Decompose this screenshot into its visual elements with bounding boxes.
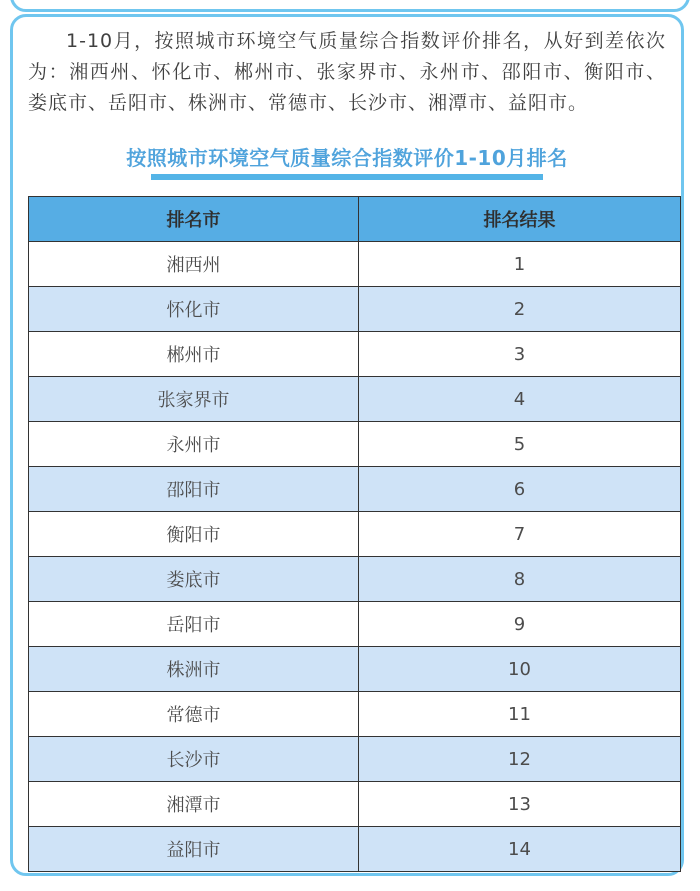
city-cell: 永州市 [29, 422, 359, 467]
rank-cell: 8 [359, 557, 681, 602]
city-cell: 株洲市 [29, 647, 359, 692]
table-row [29, 287, 681, 332]
ranking-table [28, 196, 681, 872]
city-cell: 郴州市 [29, 332, 359, 377]
city-cell: 湘潭市 [29, 782, 359, 827]
city-cell: 岳阳市 [29, 602, 359, 647]
table-row [29, 827, 681, 872]
rank-cell: 11 [359, 692, 681, 737]
rank-cell: 10 [359, 647, 681, 692]
rank-cell: 7 [359, 512, 681, 557]
table-body [29, 242, 681, 872]
table-row [29, 422, 681, 467]
rank-cell: 2 [359, 287, 681, 332]
city-cell: 怀化市 [29, 287, 359, 332]
city-cell: 张家界市 [29, 377, 359, 422]
article-card [10, 14, 684, 876]
city-cell: 常德市 [29, 692, 359, 737]
article-paragraph: 1-10月，按照城市环境空气质量综合指数评价排名，从好到差依次为：湘西州、怀化市、郴州市、张家界市、永州市、邵阳市、衡阳市、娄底市、岳阳市、株洲市、常德市、长沙市、湘潭市、益阳市。 [28, 30, 666, 114]
table-row [29, 692, 681, 737]
table-row [29, 602, 681, 647]
rank-cell: 5 [359, 422, 681, 467]
city-cell: 邵阳市 [29, 467, 359, 512]
table-row [29, 467, 681, 512]
rank-cell: 12 [359, 737, 681, 782]
city-cell: 益阳市 [29, 827, 359, 872]
rank-cell: 4 [359, 377, 681, 422]
table-row [29, 737, 681, 782]
title-underline [151, 174, 543, 180]
table-row [29, 647, 681, 692]
rank-cell: 14 [359, 827, 681, 872]
rank-cell: 9 [359, 602, 681, 647]
rank-cell: 1 [359, 242, 681, 287]
table-row [29, 512, 681, 557]
column-header-result: 排名结果 [359, 197, 681, 242]
rank-cell: 3 [359, 332, 681, 377]
table-row [29, 242, 681, 287]
city-cell: 长沙市 [29, 737, 359, 782]
city-cell: 湘西州 [29, 242, 359, 287]
table-header-row [29, 197, 681, 242]
column-header-city: 排名市 [29, 197, 359, 242]
city-cell: 衡阳市 [29, 512, 359, 557]
table-title: 按照城市环境空气质量综合指数评价1-10月排名 [126, 146, 568, 170]
table-row [29, 782, 681, 827]
table-row [29, 377, 681, 422]
rank-cell: 6 [359, 467, 681, 512]
city-cell: 娄底市 [29, 557, 359, 602]
previous-card-bottom-edge [10, 0, 690, 12]
rank-cell: 13 [359, 782, 681, 827]
table-row [29, 557, 681, 602]
table-row [29, 332, 681, 377]
